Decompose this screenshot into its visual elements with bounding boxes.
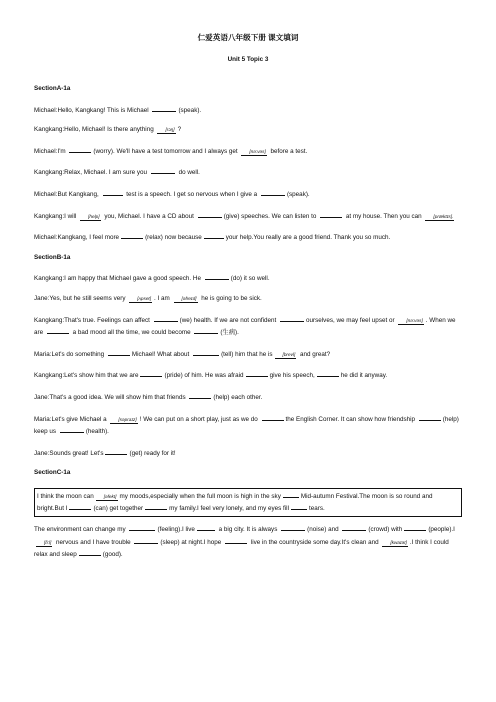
dialogue-line [34, 348, 462, 361]
phonetic-hint: [nə:vəs] [249, 148, 266, 154]
answer-blank[interactable] [193, 348, 219, 356]
worksheet-title: 仁爱英语八年级下册 课文填词 [197, 33, 299, 42]
passage-paragraph [34, 523, 462, 561]
answer-blank[interactable] [225, 536, 247, 544]
line-text: (pride) of him. He was afraid [164, 372, 244, 380]
answer-blank[interactable] [60, 425, 84, 433]
line-text: Jane:Yes, but he still seems very [34, 294, 126, 302]
phonetic-blank[interactable] [96, 493, 118, 501]
line-text: he is going to be sick. [201, 294, 262, 302]
line-text: Michael:Hello, Kangkang! This is Michael [34, 106, 149, 114]
line-text: (speak). [286, 190, 310, 198]
line-text: Maria:Let's give Michael a [34, 415, 107, 423]
answer-blank[interactable] [121, 231, 143, 239]
section-c-heading: SectionC-1a [34, 469, 71, 477]
line-text: (health). [85, 428, 109, 436]
line-text: Kangkang:I am happy that Michael gave a good speech. He [34, 275, 201, 283]
line-text: . I am [154, 294, 170, 302]
phonetic-hint: [fi:l] [44, 539, 52, 545]
answer-blank[interactable] [69, 145, 91, 153]
line-text: a big city. It is always [218, 526, 278, 534]
answer-blank[interactable] [134, 536, 158, 544]
answer-blank[interactable] [129, 523, 155, 531]
line-text: Kangkang:I will [34, 212, 77, 220]
line-text: (feeling).I live [157, 526, 195, 534]
phonetic-blank[interactable] [36, 539, 52, 547]
line-text: Kangkang:Let's show him that we are [34, 372, 139, 380]
line-text: (生病). [220, 329, 239, 337]
line-text: do well. [178, 169, 200, 177]
phonetic-blank[interactable] [157, 126, 175, 134]
phonetic-hint: [əfreɪd] [181, 295, 197, 301]
phonetic-blank[interactable] [129, 295, 152, 303]
line-text: live in the countryside some day.It's clean and [250, 538, 379, 546]
answer-blank[interactable] [261, 188, 285, 196]
line-text: Mid-autumn Festival.The moon is so round and bright.But I [37, 492, 433, 513]
answer-blank[interactable] [280, 314, 304, 322]
line-text: before a test. [270, 147, 308, 155]
line-text: . When we are [34, 316, 456, 337]
line-text: my moods,especially when the full moon is high in the sky [119, 492, 281, 500]
phonetic-hint: [səpraɪz] [118, 416, 137, 422]
line-text: The environment can change my [34, 526, 126, 534]
line-text: ? [177, 126, 182, 134]
answer-blank[interactable] [246, 369, 268, 377]
line-text: (crowd) with [368, 526, 403, 534]
line-text: (get) ready for it! [129, 449, 176, 457]
dialogue-line [34, 447, 462, 460]
line-text: (we) health. If we are not confident [179, 316, 277, 324]
phonetic-hint: [kwaɪət] [390, 539, 407, 545]
dialogue-line [34, 294, 462, 305]
answer-blank[interactable] [145, 502, 167, 510]
line-text: (can) get together [93, 505, 144, 513]
line-text: (worry). We'll have a test tomorrow and I always get [93, 147, 238, 155]
phonetic-hint: [əfekt] [103, 493, 117, 499]
answer-blank[interactable] [281, 523, 305, 531]
answer-blank[interactable] [320, 210, 342, 218]
answer-blank[interactable] [103, 188, 123, 196]
phonetic-blank[interactable] [425, 213, 454, 221]
line-text: ! We can put on a short play, just as we do [139, 415, 258, 423]
line-text: Jane:Sounds great! Let's [34, 449, 104, 457]
line-text: at my house. Then you can [345, 212, 422, 220]
answer-blank[interactable] [262, 413, 284, 421]
line-text: and great? [300, 350, 331, 358]
line-text: (sleep) at night.I hope [160, 538, 222, 546]
line-text: (give) speeches. We can listen to [223, 212, 317, 220]
answer-blank[interactable] [105, 447, 127, 455]
answer-blank[interactable] [204, 231, 224, 239]
line-text: he did it anyway. [340, 372, 388, 380]
answer-blank[interactable] [189, 391, 211, 399]
line-text: you, Michael. I have a CD about [104, 212, 194, 220]
line-text: Michael:I'm [34, 147, 66, 155]
line-text: Michael:Kangkang, I feel more [34, 234, 120, 242]
line-text: (do) it so well. [230, 275, 270, 283]
phonetic-blank[interactable] [241, 148, 266, 156]
answer-blank[interactable] [197, 523, 215, 531]
answer-blank[interactable] [47, 326, 69, 334]
line-text: Michael:But Kangkang, [34, 190, 99, 198]
line-text: I think the moon can [37, 492, 94, 500]
dialogue-line [34, 125, 462, 136]
answer-blank[interactable] [79, 548, 101, 556]
dialogue-line [34, 369, 462, 382]
phonetic-hint: [præktɪs]. [433, 213, 454, 219]
answer-blank[interactable] [291, 502, 307, 510]
line-text: the English Corner. It can show how friendship [285, 415, 416, 423]
answer-blank[interactable] [69, 502, 91, 510]
answer-blank[interactable] [152, 104, 176, 112]
line-text: Maria:Let's do something [34, 350, 105, 358]
line-text: Jane:That's a good idea. We will show him that friends [34, 393, 186, 401]
answer-blank[interactable] [154, 314, 178, 322]
answer-blank[interactable] [283, 490, 299, 498]
line-text: .I think I could relax and sleep [34, 538, 449, 559]
boxed-passage [34, 488, 462, 517]
answer-blank[interactable] [342, 523, 366, 531]
line-text: tears. [308, 505, 325, 513]
line-text: (help) each other. [213, 393, 263, 401]
line-text: Kangkang:Relax, Michael. I am sure you [34, 169, 148, 177]
section-b-heading: SectionB-1a [34, 253, 71, 261]
line-text: your help.You really are a good friend. Thank you so much. [225, 234, 391, 242]
line-text: Kangkang:That's true. Feelings can affect [34, 316, 150, 324]
line-text: (noise) and [307, 526, 339, 534]
phonetic-blank[interactable] [110, 416, 137, 424]
dialogue-line [34, 104, 462, 117]
line-text: (relax) now because [145, 234, 202, 242]
unit-subtitle: Unit 5 Topic 3 [227, 56, 269, 63]
phonetic-hint: [brevl] [282, 351, 296, 357]
line-text: my family.I feel very lonely, and my eyes fill [169, 505, 289, 513]
line-text: Michael! What about [131, 350, 190, 358]
phonetic-blank[interactable] [275, 351, 297, 359]
line-text: (tell) [221, 350, 234, 358]
line-text: him that he is [235, 350, 273, 358]
line-text: ourselves, we may feel upset or [306, 316, 395, 324]
dialogue-line [34, 391, 462, 404]
line-text: (good). [102, 551, 123, 559]
phonetic-hint: [ʌpset] [137, 295, 152, 301]
line-text: (help) keep us [34, 415, 459, 436]
answer-blank[interactable] [108, 348, 130, 356]
phonetic-hint: [nə:vəs] [406, 317, 423, 323]
answer-blank[interactable] [317, 369, 339, 377]
answer-blank[interactable] [404, 523, 426, 531]
phonetic-hint: [rɔŋ] [165, 127, 175, 133]
dialogue-line [34, 272, 462, 285]
line-text: (people).I [428, 526, 455, 534]
dialogue-line [34, 413, 462, 438]
answer-blank[interactable] [419, 413, 441, 421]
phonetic-blank[interactable] [174, 295, 198, 303]
phonetic-blank[interactable] [382, 539, 408, 547]
line-text: a bad mood all the time, we could become [72, 329, 191, 337]
section-a-heading: SectionA-1a [34, 85, 71, 92]
answer-blank[interactable] [205, 272, 229, 280]
answer-blank[interactable] [194, 326, 218, 334]
dialogue-line [34, 210, 462, 223]
line-text: give his speech, [269, 372, 315, 380]
line-text: Kangkang:Hello, Michael! Is there anything [34, 126, 154, 134]
answer-blank[interactable] [198, 210, 222, 218]
dialogue-line [34, 314, 462, 339]
dialogue-line [34, 188, 462, 201]
answer-blank[interactable] [151, 166, 175, 174]
line-text: nervous and I have trouble [56, 538, 131, 546]
line-text: (speak). [178, 106, 202, 114]
dialogue-line [34, 145, 462, 158]
phonetic-blank[interactable] [80, 213, 100, 221]
line-text: test is a speech. I get so nervous when I give a [126, 190, 258, 198]
phonetic-hint: [help] [88, 213, 100, 219]
dialogue-line [34, 166, 462, 179]
phonetic-blank[interactable] [398, 317, 423, 325]
answer-blank[interactable] [140, 369, 162, 377]
dialogue-line [34, 231, 462, 244]
